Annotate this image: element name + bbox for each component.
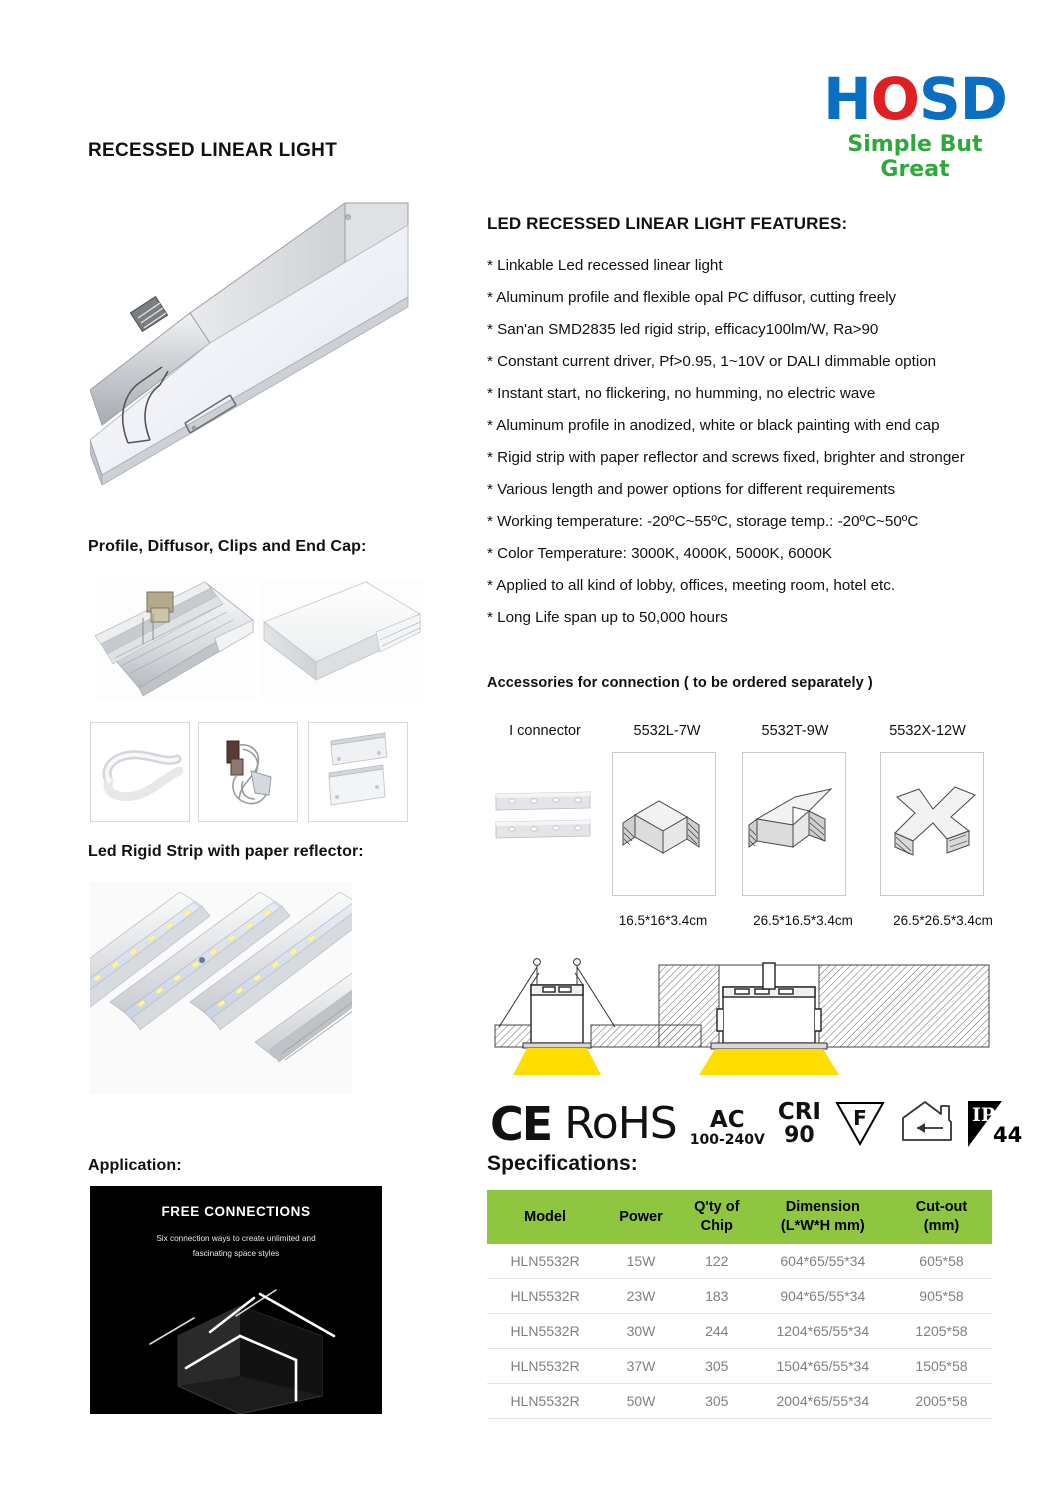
diffuser-strip-photo <box>90 722 190 822</box>
cell-qty: 183 <box>679 1279 755 1314</box>
cell-model: HLN5532R <box>487 1314 603 1349</box>
section-heading-profile: Profile, Diffusor, Clips and End Cap: <box>88 538 367 555</box>
logo-text-sd: SD <box>918 65 1007 133</box>
section-heading-features: LED RECESSED LINEAR LIGHT FEATURES: <box>487 214 848 233</box>
application-subtitle-line1: Six connection ways to create unlimited and <box>156 1234 316 1243</box>
x-connector-diagram <box>880 752 984 896</box>
ip44-rating-icon <box>968 1101 1023 1147</box>
accessory-dimension-l: 16.5*16*3.4cm <box>618 913 708 928</box>
table-row <box>487 1384 992 1419</box>
cell-model: HLN5532R <box>487 1349 603 1384</box>
section-heading-specifications: Specifications: <box>487 1152 638 1175</box>
cell-qty: 305 <box>679 1349 755 1384</box>
ac-label: AC <box>709 1107 745 1133</box>
feature-item: * Various length and power options for different requirements <box>487 481 896 498</box>
cell-qty: 122 <box>679 1244 755 1279</box>
accessory-dimension-t: 26.5*16.5*3.4cm <box>753 913 853 928</box>
profile-photo-open <box>95 578 255 700</box>
feature-item: * Aluminum profile and flexible opal PC diffusor, cutting freely <box>487 289 897 306</box>
section-heading-application: Application: <box>88 1157 182 1174</box>
cell-power: 30W <box>603 1314 679 1349</box>
header-line2: (mm) <box>923 1218 960 1234</box>
logo-text-o: O <box>870 65 919 133</box>
cell-cutout: 905*58 <box>891 1279 992 1314</box>
cell-dimension: 904*65/55*34 <box>755 1279 891 1314</box>
cri-badge <box>778 1101 821 1147</box>
header-line1: Model <box>524 1208 567 1225</box>
cell-qty: 244 <box>679 1314 755 1349</box>
feature-item: * Aluminum profile in anodized, white or black painting with end cap <box>487 417 940 434</box>
table-row <box>487 1279 992 1314</box>
ac-value: 100-240V <box>689 1132 765 1148</box>
header-line1: Q'ty of <box>694 1199 740 1215</box>
l-connector-diagram <box>612 752 716 896</box>
ip-number: 44 <box>992 1123 1023 1147</box>
column-header-qty-of-chip <box>679 1190 755 1244</box>
cell-qty: 305 <box>679 1384 755 1419</box>
indoor-use-icon <box>899 1096 955 1147</box>
f-mark-icon <box>834 1099 886 1147</box>
table-row <box>487 1244 992 1279</box>
ip-letters: IP <box>971 1104 996 1126</box>
ce-mark-icon: CE <box>490 1097 552 1151</box>
accessory-label-l-connector: 5532L-7W <box>633 723 701 739</box>
cell-model: HLN5532R <box>487 1279 603 1314</box>
feature-item: * San'an SMD2835 led rigid strip, efficacy100lm/W, Ra>90 <box>487 321 879 338</box>
header-line2: Chip <box>700 1218 733 1234</box>
specifications-table <box>487 1190 992 1419</box>
cell-power: 50W <box>603 1384 679 1419</box>
column-header-power <box>603 1190 679 1244</box>
led-rigid-strip-photo <box>90 882 352 1094</box>
accessory-label-t-connector: 5532T-9W <box>761 723 829 739</box>
cri-value: 90 <box>784 1123 815 1148</box>
application-image <box>90 1186 382 1414</box>
column-header-model <box>487 1190 603 1244</box>
cell-dimension: 1204*65/55*34 <box>755 1314 891 1349</box>
features-list <box>487 250 1017 634</box>
hero-product-image <box>90 185 460 505</box>
cell-dimension: 604*65/55*34 <box>755 1244 891 1279</box>
table-row <box>487 1349 992 1384</box>
cell-cutout: 605*58 <box>891 1244 992 1279</box>
cell-power: 15W <box>603 1244 679 1279</box>
accessory-label-i-connector: I connector <box>509 723 581 739</box>
table-row <box>487 1314 992 1349</box>
application-image-title: FREE CONNECTIONS <box>161 1204 311 1219</box>
section-heading-accessories: Accessories for connection ( to be ordered separately ) <box>487 675 873 691</box>
spring-clips-photo <box>198 722 298 822</box>
feature-item: * Linkable Led recessed linear light <box>487 257 723 274</box>
i-connector-image <box>490 788 600 848</box>
table-header-row <box>487 1190 992 1244</box>
column-header-cutout <box>891 1190 992 1244</box>
header-line2: (L*W*H mm) <box>780 1218 865 1234</box>
application-subtitle-line2: fascinating space styles <box>192 1249 280 1258</box>
cell-power: 23W <box>603 1279 679 1314</box>
feature-item: * Constant current driver, Pf>0.95, 1~10V or DALI dimmable option <box>487 353 937 370</box>
cell-power: 37W <box>603 1349 679 1384</box>
feature-item: * Instant start, no flickering, no humming, no electric wave <box>487 385 876 402</box>
logo-text-h: H <box>823 65 871 133</box>
cell-cutout: 2005*58 <box>891 1384 992 1419</box>
feature-item: * Long Life span up to 50,000 hours <box>487 609 728 626</box>
section-heading-rigid-strip: Led Rigid Strip with paper reflector: <box>88 843 364 860</box>
header-line1: Cut-out <box>915 1199 968 1215</box>
t-connector-diagram <box>742 752 846 896</box>
end-caps-photo <box>308 722 408 822</box>
accessory-dimension-x: 26.5*26.5*3.4cm <box>893 913 993 928</box>
cell-cutout: 1205*58 <box>891 1314 992 1349</box>
certification-badges <box>490 1085 1023 1151</box>
header-line1: Power <box>619 1208 663 1225</box>
feature-item: * Working temperature: -20ºC~55ºC, storage temp.: -20ºC~50ºC <box>487 513 919 530</box>
cri-label: CRI <box>777 1099 821 1125</box>
installation-cross-section-diagram <box>487 947 992 1075</box>
page-title: RECESSED LINEAR LIGHT <box>88 140 338 161</box>
accessory-label-x-connector: 5532X-12W <box>889 723 966 739</box>
f-mark-letter: F <box>853 1106 867 1130</box>
rohs-mark-icon: RoHS <box>564 1098 677 1149</box>
ac-voltage-badge <box>690 1109 765 1147</box>
cell-cutout: 1505*58 <box>891 1349 992 1384</box>
column-header-dimension <box>755 1190 891 1244</box>
feature-item: * Color Temperature: 3000K, 4000K, 5000K, 6000K <box>487 545 833 562</box>
cell-model: HLN5532R <box>487 1384 603 1419</box>
application-image-subtitle <box>90 1231 382 1261</box>
cell-model: HLN5532R <box>487 1244 603 1279</box>
cell-dimension: 1504*65/55*34 <box>755 1349 891 1384</box>
cell-dimension: 2004*65/55*34 <box>755 1384 891 1419</box>
logo-wordmark <box>815 65 1015 133</box>
feature-item: * Rigid strip with paper reflector and screws fixed, brighter and stronger <box>487 449 965 466</box>
profile-photo-white <box>258 580 423 698</box>
logo-tagline: Simple But Great <box>847 132 983 182</box>
brand-logo <box>815 65 1015 182</box>
header-line1: Dimension <box>785 1199 860 1215</box>
feature-item: * Applied to all kind of lobby, offices, meeting room, hotel etc. <box>487 577 896 594</box>
